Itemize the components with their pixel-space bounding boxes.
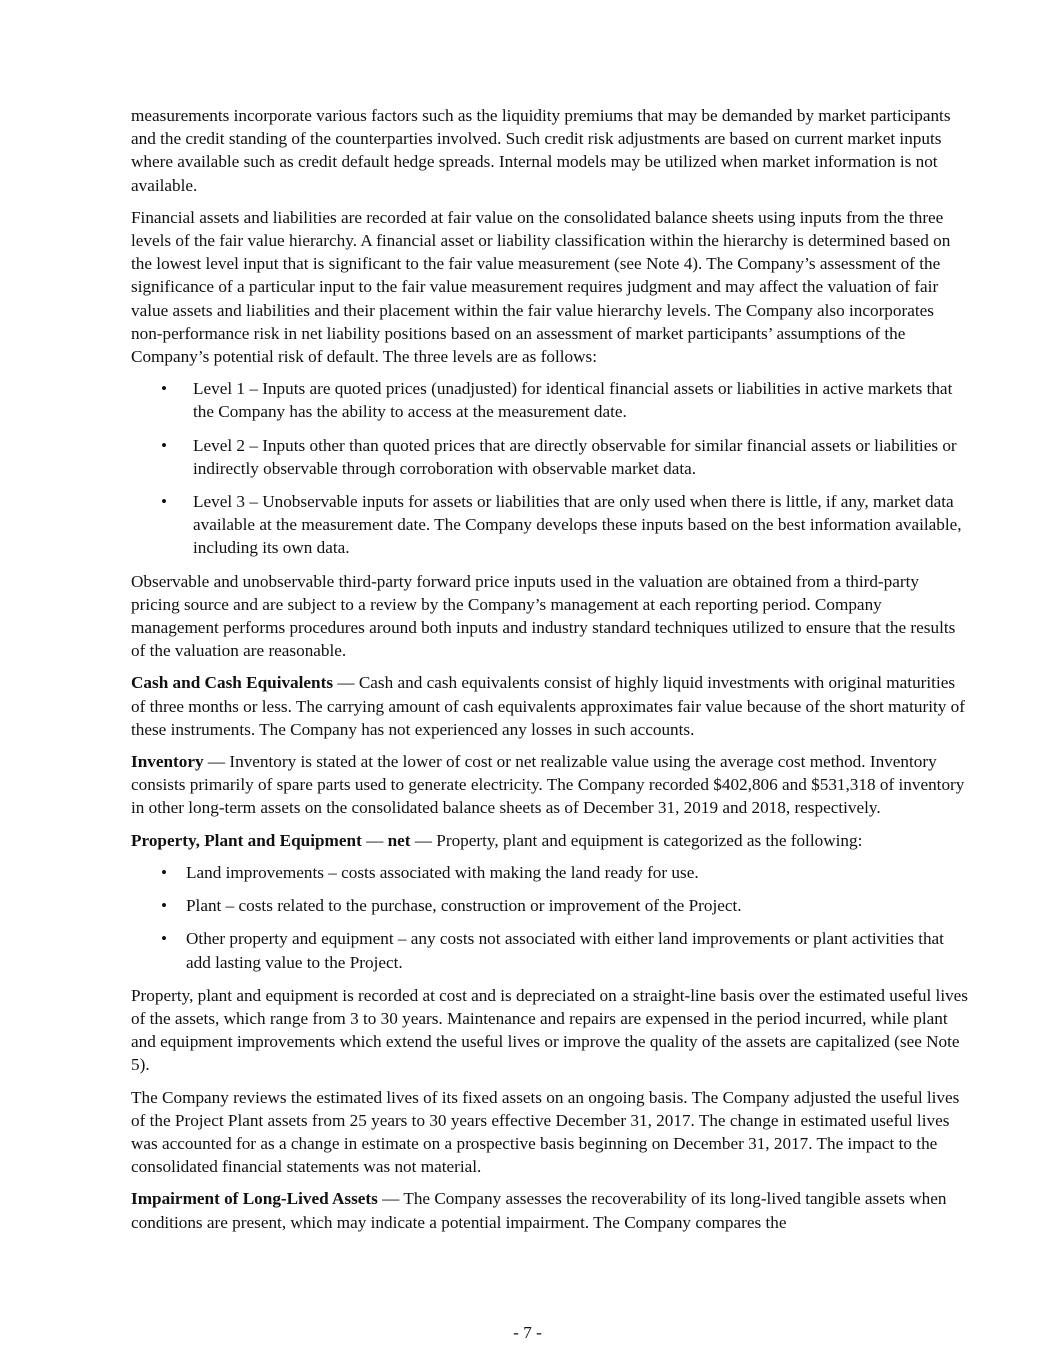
- ppe-categories-list: [131, 861, 969, 974]
- fair-value-levels-list: [131, 377, 969, 559]
- bullet-icon: •: [161, 435, 168, 455]
- list-item-level-3: • Level 3 – Unobservable inputs for assets or liabilities that are only used when there is little, if any, market data available at the measurement date. The Company develops these inputs based on the best information available, including its own data.: [161, 492, 962, 558]
- section-heading-cash: Cash and Cash Equivalents: [131, 673, 334, 693]
- bullet-icon: •: [161, 896, 168, 916]
- paragraph-depreciation: Property, plant and equipment is recorded at cost and is depreciated on a straight-line basis over the estimated useful lives of the assets, which range from 3 to 30 years. Maintenance and repairs are expensed in the period incurred, while plant and equipment improvements which extend the useful lives or improve the quality of the assets are capitalized (see Note 5).: [131, 985, 969, 1075]
- bullet-icon: •: [161, 929, 168, 949]
- list-item-land-improvements: • Land improvements – costs associated with making the land ready for use.: [131, 861, 969, 884]
- bullet-icon: •: [161, 492, 168, 512]
- paragraph-ppe: Property, Plant and Equipment — net — Property, plant and equipment is categorized as the following:: [131, 830, 863, 850]
- paragraph-useful-lives: The Company reviews the estimated lives of its fixed assets on an ongoing basis. The Company adjusted the useful lives of the Project Plant assets from 25 years to 30 years effective December 31, 2017. The change in estimated useful lives was accounted for as a change in estimate on a prospective basis beginning on December 31, 2017. The impact to the consolidated financial statements was not material.: [131, 1087, 960, 1177]
- section-heading-ppe-net: net: [387, 830, 411, 850]
- paragraph-cash-equivalents: Cash and Cash Equivalents — Cash and cash equivalents consist of highly liquid investments with original maturities of three months or less. The carrying amount of cash equivalents approximates fair value because of the short maturity of these instruments. The Company has not experienced any losses in such accounts.: [131, 673, 965, 739]
- section-heading-impairment: Impairment of Long-Lived Assets: [131, 1189, 378, 1209]
- page-number: - 7 -: [513, 1323, 542, 1342]
- bullet-icon: •: [161, 379, 168, 399]
- paragraph-forward-price-inputs: Observable and unobservable third-party forward price inputs used in the valuation are obtained from a third-party pricing source and are subject to a review by the Company’s management at each reporting period. Company management performs procedures around both inputs and industry standard techniques utilized to ensure that the results of the valuation are reasonable.: [131, 571, 956, 661]
- section-heading-ppe: Property, Plant and Equipment: [131, 830, 362, 850]
- document-page: [131, 104, 969, 1243]
- section-heading-inventory: Inventory: [131, 752, 204, 772]
- bullet-icon: •: [161, 862, 168, 882]
- list-item-other-property: • Other property and equipment – any costs not associated with either land improvements or plant activities that add lasting value to the Project.: [161, 929, 944, 972]
- paragraph-inventory: Inventory — Inventory is stated at the lower of cost or net realizable value using the average cost method. Inventory consists primarily of spare parts used to generate electricity. The Company recorded $402,806 and $531,318 of inventory in other long-term assets on the consolidated balance sheets as of December 31, 2019 and 2018, respectively.: [131, 752, 965, 818]
- list-item-level-1: • Level 1 – Inputs are quoted prices (unadjusted) for identical financial assets or liabilities in active markets that the Company has the ability to access at the measurement date.: [161, 379, 953, 422]
- list-item-plant: • Plant – costs related to the purchase, construction or improvement of the Project.: [131, 894, 969, 917]
- list-item-level-2: • Level 2 – Inputs other than quoted prices that are directly observable for similar financial assets or liabilities or indirectly observable through corroboration with observable market data.: [161, 435, 957, 478]
- paragraph-impairment: Impairment of Long-Lived Assets — The Company assesses the recoverability of its long-lived tangible assets when conditions are present, which may indicate a potential impairment. The Company compares the: [131, 1189, 947, 1232]
- paragraph-fair-value-hierarchy: Financial assets and liabilities are recorded at fair value on the consolidated balance sheets using inputs from the three levels of the fair value hierarchy. A financial asset or liability classification within the hierarchy is determined based on the lowest level input that is significant to the fair value measurement (see Note 4). The Company’s assessment of the significance of a particular input to the fair value measurement requires judgment and may affect the valuation of fair value assets and liabilities and their placement within the fair value hierarchy levels. The Company also incorporates non-performance risk in net liability positions based on an assessment of market participants’ assumptions of the Company’s potential risk of default. The three levels are as follows:: [131, 207, 951, 367]
- paragraph-credit-risk: measurements incorporate various factors such as the liquidity premiums that may be demanded by market participants and the credit standing of the counterparties involved. Such credit risk adjustments are based on current market inputs where available such as credit default hedge spreads. Internal models may be utilized when market information is not available.: [131, 106, 951, 195]
